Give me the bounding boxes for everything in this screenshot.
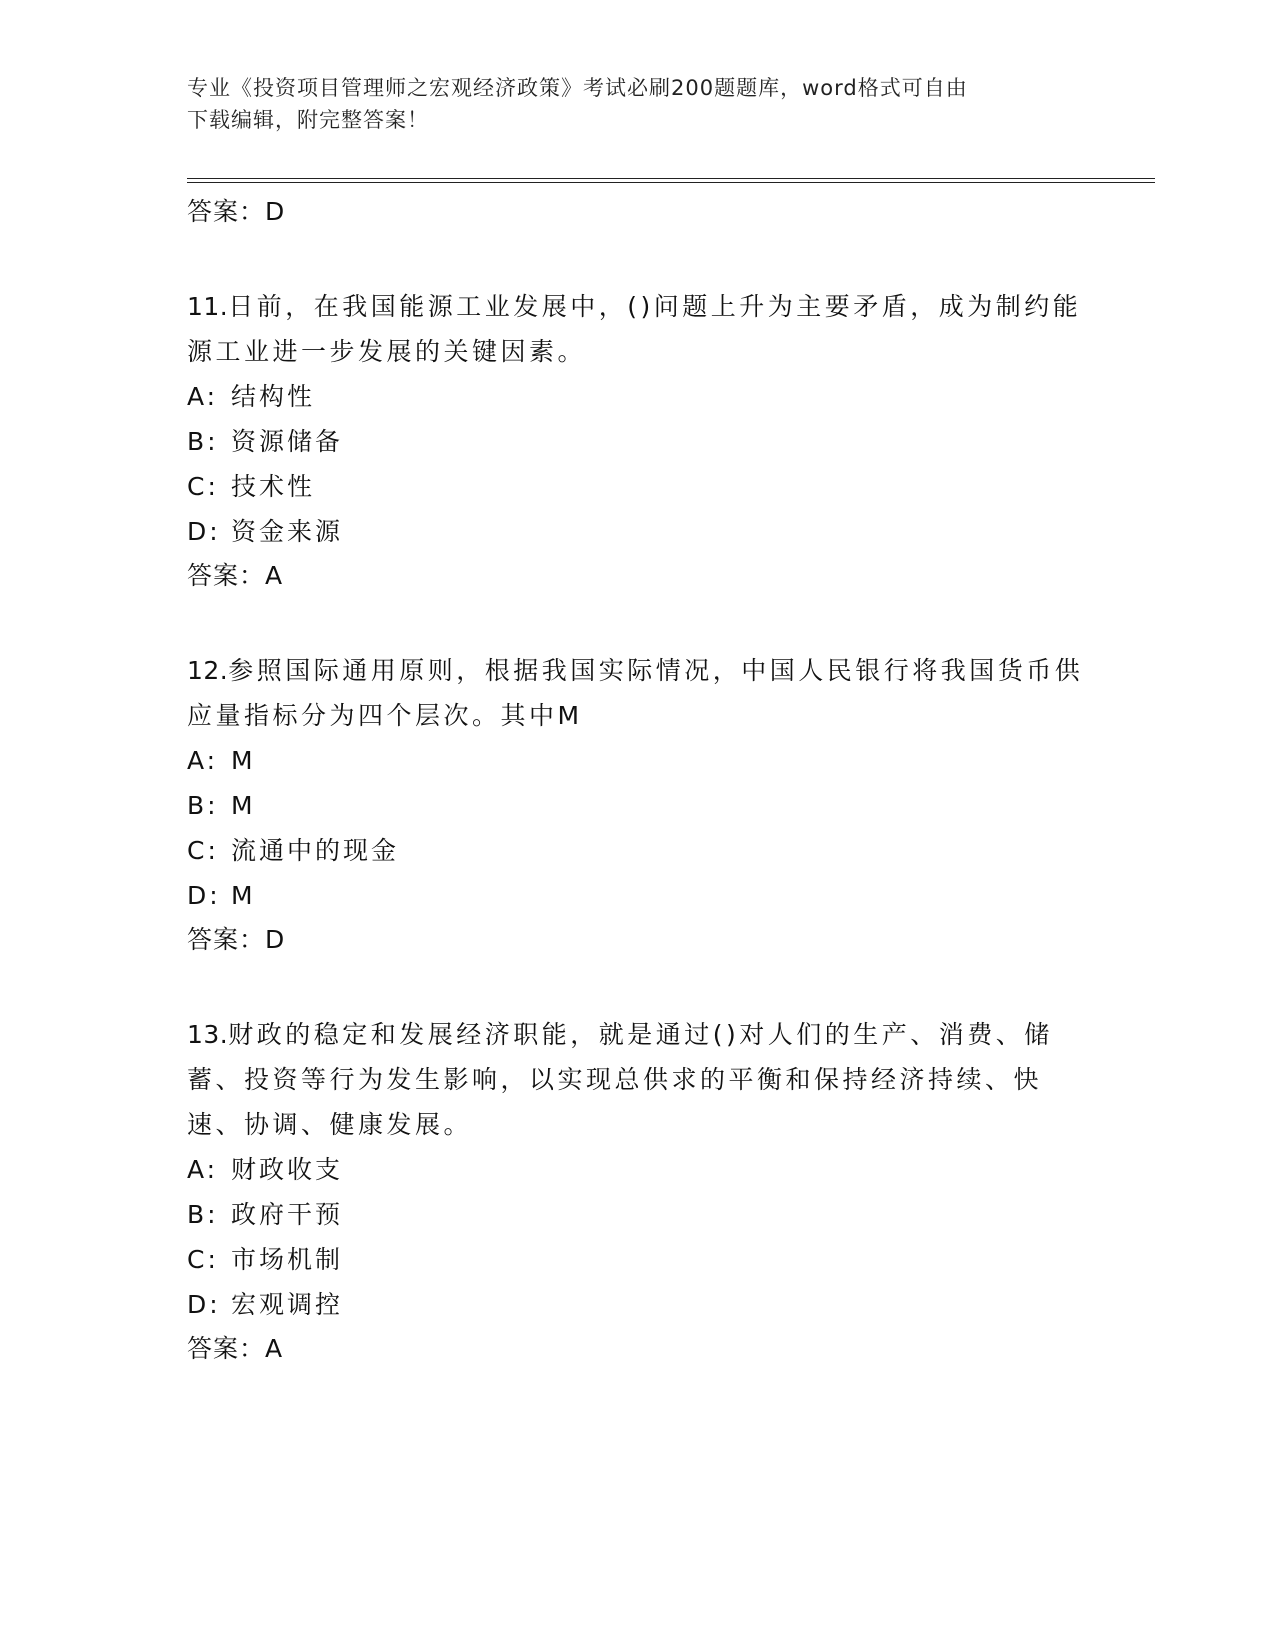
option-letter: C: <box>187 472 219 501</box>
option-text: M <box>231 791 256 820</box>
option-text: M <box>231 746 256 775</box>
page-header <box>187 72 1087 136</box>
option-letter: D: <box>187 517 221 546</box>
header-line-2: 下载编辑，附完整答案！ <box>187 108 429 132</box>
option-text: 技术性 <box>231 472 316 501</box>
option-letter: D: <box>187 1290 221 1319</box>
question-text <box>187 648 1087 738</box>
option-letter: A: <box>187 382 219 411</box>
question-text <box>187 284 1087 374</box>
option-text: 结构性 <box>231 382 316 411</box>
option-c <box>187 1237 1087 1282</box>
option-text: 财政收支 <box>231 1155 344 1184</box>
answer-label: 答案：D <box>187 197 286 226</box>
option-text: 资金来源 <box>231 517 344 546</box>
question-13 <box>187 1012 1087 1371</box>
question-11 <box>187 284 1087 598</box>
answer-label: 答案：A <box>187 561 284 590</box>
option-text: 政府干预 <box>231 1200 344 1229</box>
option-letter: B: <box>187 1200 219 1229</box>
question-stem: 日前，在我国能源工业发展中，()问题上升为主要矛盾，成为制约能源工业进一步发展的关键因素。 <box>187 292 1082 366</box>
option-letter: D: <box>187 881 221 910</box>
option-text: 流通中的现金 <box>231 836 400 865</box>
option-d <box>187 509 1087 554</box>
header-divider <box>187 178 1155 183</box>
question-stem: 参照国际通用原则，根据我国实际情况，中国人民银行将我国货币供应量指标分为四个层次。其中M <box>187 656 1084 730</box>
option-b <box>187 1192 1087 1237</box>
option-text: 资源储备 <box>231 427 344 456</box>
option-text: 宏观调控 <box>231 1290 344 1319</box>
option-letter: A: <box>187 1155 219 1184</box>
option-c <box>187 828 1087 873</box>
header-line-1: 专业《投资项目管理师之宏观经济政策》考试必刷200题题库，word格式可自由 <box>187 76 968 100</box>
option-d <box>187 873 1087 918</box>
question-number: 12. <box>187 656 229 685</box>
option-a <box>187 374 1087 419</box>
option-c <box>187 464 1087 509</box>
option-a <box>187 738 1087 783</box>
option-letter: C: <box>187 836 219 865</box>
option-b <box>187 419 1087 464</box>
option-letter: C: <box>187 1245 219 1274</box>
answer-label: 答案：A <box>187 1334 284 1363</box>
option-letter: B: <box>187 791 219 820</box>
option-letter: A: <box>187 746 219 775</box>
option-a <box>187 1147 1087 1192</box>
option-text: 市场机制 <box>231 1245 344 1274</box>
option-text: M <box>231 881 256 910</box>
answer-label: 答案：D <box>187 925 286 954</box>
question-number: 13. <box>187 1020 229 1049</box>
question-12 <box>187 648 1087 962</box>
question-stem: 财政的稳定和发展经济职能，就是通过()对人们的生产、消费、储蓄、投资等行为发生影响，以实现总供求的平衡和保持经济持续、快速、协调、健康发展。 <box>187 1020 1053 1139</box>
option-d <box>187 1282 1087 1327</box>
option-b <box>187 783 1087 828</box>
option-letter: B: <box>187 427 219 456</box>
question-number: 11. <box>187 292 229 321</box>
question-text <box>187 1012 1087 1147</box>
document-body <box>187 190 1087 1371</box>
